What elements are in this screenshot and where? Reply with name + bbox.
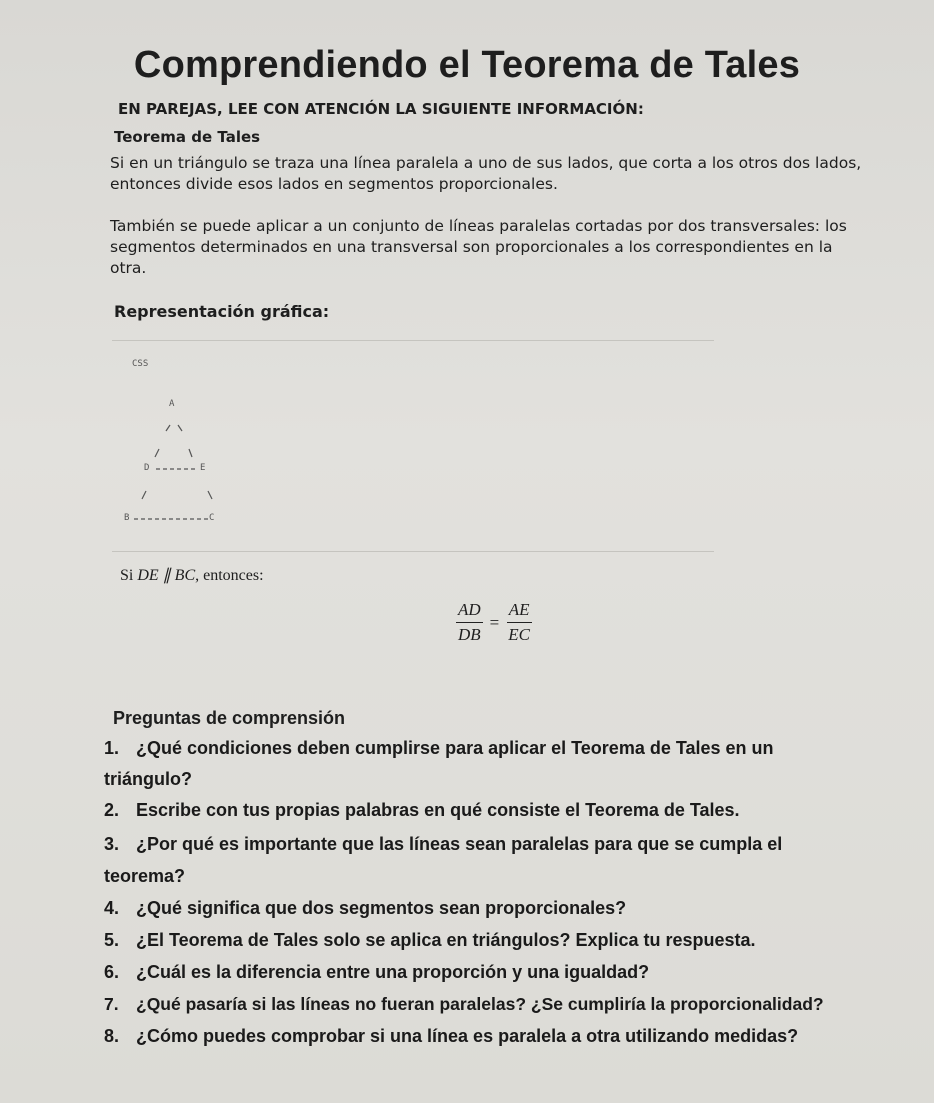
side-ab-segment-2 <box>155 449 159 457</box>
vertex-a-label: A <box>169 399 175 409</box>
question-4: 4. ¿Qué significa que dos segmentos sean proporcionales? <box>104 898 627 918</box>
point-d-label: D <box>144 463 150 473</box>
graphic-heading: Representación gráfica: <box>114 302 330 321</box>
question-3-continuation: teorema? <box>104 866 186 886</box>
question-2: 2. Escribe con tus propias palabras en qué consiste el Teorema de Tales. <box>104 800 740 820</box>
theorem-heading: Teorema de Tales <box>114 128 261 146</box>
fraction-ad-db: $\frac{AD}{DB}$ <box>458 600 481 644</box>
question-7: 7. ¿Qué pasaría si las líneas no fueran paralelas? ¿Se cumpliría la proporcionalidad? <box>104 994 824 1014</box>
triangle-diagram <box>112 341 714 551</box>
theorem-paragraph-1: Si en un triángulo se traza una línea paralela a uno de sus lados, que corta a los otros dos lados, entonces divide esos lados en segmentos proporcionales. <box>110 154 862 193</box>
page-title: Comprendiendo el Teorema de Tales <box>133 44 801 86</box>
code-tag: CSS <box>132 359 149 369</box>
vertex-c-label: C <box>209 513 215 523</box>
point-e-label: E <box>200 463 206 473</box>
question-5: 5. ¿El Teorema de Tales solo se aplica en triángulos? Explica tu respuesta. <box>104 930 756 950</box>
triangle-figure <box>112 340 714 552</box>
theorem-paragraph-2: También se puede aplicar a un conjunto de líneas paralelas cortadas por dos transversales: los segmentos determinados en una transversal son proporcionales a los correspondientes en la otra. <box>110 217 847 277</box>
question-3: 3. ¿Por qué es importante que las líneas sean paralelas para que se cumpla el <box>104 834 783 854</box>
side-ac-segment-3 <box>208 491 212 499</box>
side-ac-segment-1 <box>178 425 182 431</box>
side-ac-segment-2 <box>189 449 192 457</box>
question-1: 1. ¿Qué condiciones deben cumplirse para aplicar el Teorema de Tales en un <box>104 738 774 758</box>
question-6: 6. ¿Cuál es la diferencia entre una proporción y una igualdad? <box>104 962 650 982</box>
side-ab-segment-1 <box>166 425 170 431</box>
parallel-expression: DE ∥ BC <box>137 567 196 584</box>
proportion-formula <box>456 600 532 645</box>
side-ab-segment-3 <box>142 491 146 499</box>
equals-sign: = <box>489 612 500 632</box>
instruction-text: EN PAREJAS, LEE CON ATENCIÓN LA SIGUIENTE INFORMACIÓN: <box>118 100 644 118</box>
questions-heading: Preguntas de comprensión <box>113 708 346 728</box>
fraction-ae-ec: $\frac{AE}{EC}$ <box>508 600 530 644</box>
condition-line: Si DE ∥ BC, entonces: <box>120 567 264 584</box>
question-1-continuation: triángulo? <box>104 769 192 789</box>
vertex-b-label: B <box>124 513 130 523</box>
question-8: 8. ¿Cómo puedes comprobar si una línea es paralela a otra utilizando medidas? <box>104 1026 799 1046</box>
